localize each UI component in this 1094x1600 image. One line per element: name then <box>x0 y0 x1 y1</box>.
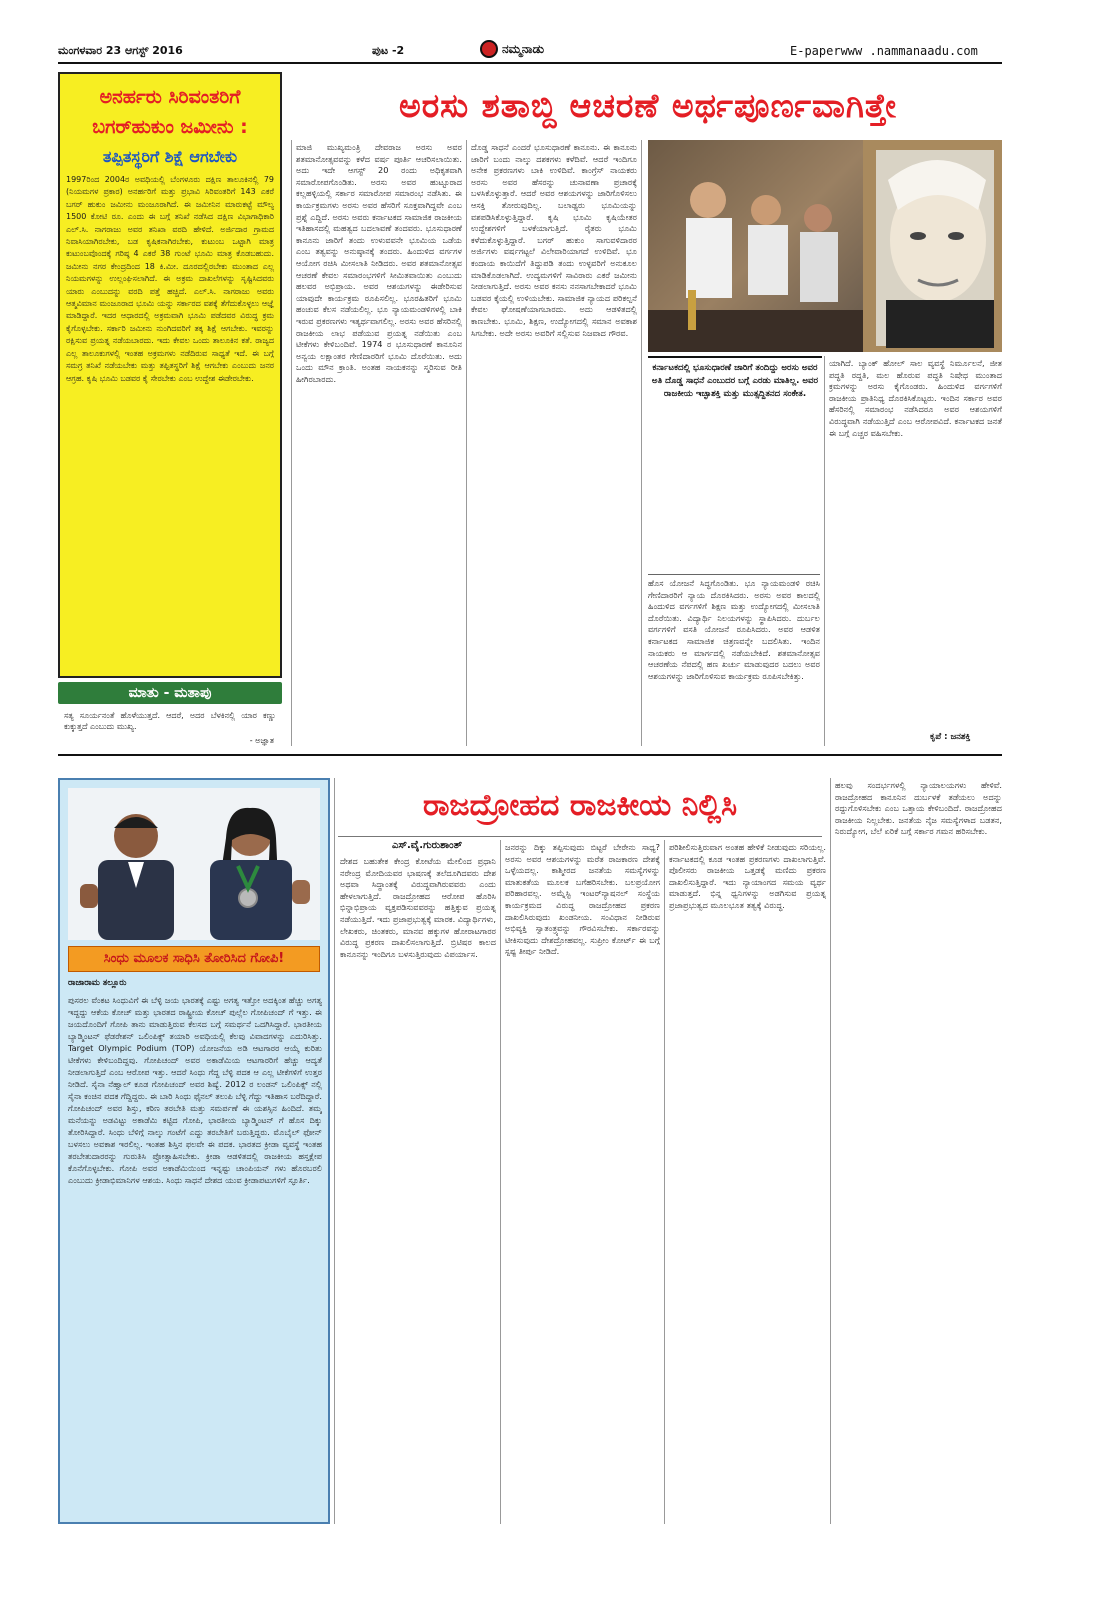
sidebar-body: 1997ರಿಂದ 2004ರ ಅವಧಿಯಲ್ಲಿ ಬೆಂಗಳೂರು ದಕ್ಷಿಣ ತಾಲೂಕಿನಲ್ಲಿ 79 (ನಿಯಮಗಳ ಪ್ರಕಾರ) ಅನರ್ಹರಿಗೆ ಮತ್ತು ಪ್ರಭಾವಿ ಸಿರಿವಂತರಿಗೆ 143 ಎಕರೆ ಬಗರ್ ಹುಕುಂ ಜಮೀನು ಮಂಜೂರಾಗಿದೆ. ಈ ಜಮೀನಿನ ಮಾರುಕಟ್ಟೆ ಮೌಲ್ಯ 1500 ಕೋಟಿ ರೂ. ಎಂದು ಈ ಬಗ್ಗೆ ತನಿಖೆ ನಡೆಸಿದ ದಕ್ಷಿಣ ವಿಭಾಗಾಧಿಕಾರಿ ಎಲ್.ಸಿ. ನಾಗರಾಜು ಅವರ ತನಿಖಾ ವರದಿ ಹೇಳಿದೆ. ಅರ್ಜಿದಾರ ಗ್ರಾಮದ ನಿವಾಸಿಯಾಗಿರಬೇಕು, ಬಡ ಕೃಷಿಕನಾಗಿರಬೇಕು, ಕುಟುಂಬ ಒಟ್ಟಾಗಿ ಮಾತ್ರ ಕುಟುಂಬವೊಂದಕ್ಕೆ ಗರಿಷ್ಠ 4 ಎಕರೆ 38 ಗುಂಟೆ ಭೂಮಿ ಮಾತ್ರ ಕೊಡಬಹುದು. ಜಮೀನು ನಗರ ಕೇಂದ್ರದಿಂದ 18 ಕಿ.ಮೀ. ದೂರದಲ್ಲಿರಬೇಕು ಮುಂತಾದ ಎಲ್ಲ ನಿಯಮಗಳನ್ನು ಉಲ್ಲಂಘಿಸಲಾಗಿದೆ. ಈ ಅಕ್ರಮ ದಾಖಲೆಗಳನ್ನು ಸೃಷ್ಟಿಸಿದವರು ಯಾರು ಎಂಬುದನ್ನು ವರದಿ ಪತ್ತೆ ಹಚ್ಚಿದೆ. ಎಲ್.ಸಿ. ನಾಗರಾಜು ಅವರು ಆತ್ಮವಿಮಾನ ಮಂಜೂರಾದ ಭೂಮಿ ಯನ್ನು ಸರ್ಕಾರದ ವಶಕ್ಕೆ ತೆಗೆದುಕೊಳ್ಳಲು ಆಜ್ಞೆ ಮಾಡಿದ್ದಾರೆ. ಇದರ ಆಧಾರದಲ್ಲಿ ಅಕ್ರಮವಾಗಿ ಭೂಮಿ ಪಡೆದವರ ವಿರುದ್ಧ ಕ್ರಮ ಕೈಗೊಳ್ಳಬೇಕು. ಸರ್ಕಾರಿ ಜಮೀನು ನುಂಗಿದವರಿಗೆ ತಕ್ಕ ಶಿಕ್ಷೆ ಆಗಬೇಕು. ಇವರನ್ನು ರಕ್ಷಿಸುವ ಪ್ರಯತ್ನ ನಡೆಯಬಾರದು. ಇದು ಕೇವಲ ಒಂದು ತಾಲೂಕಿನ ಕತೆ. ರಾಜ್ಯದ ಎಲ್ಲ ತಾಲೂಕುಗಳಲ್ಲಿ ಇಂತಹ ಅಕ್ರಮಗಳು ನಡೆದಿರುವ ಸಾಧ್ಯತೆ ಇದೆ. ಈ ಬಗ್ಗೆ ಸಮಗ್ರ ತನಿಖೆ ನಡೆಯಬೇಕು ಮತ್ತು ತಪ್ಪಿತಸ್ಥರಿಗೆ ಶಿಕ್ಷೆ ಆಗಬೇಕು ಎಂಬುದು ಜನರ ಆಗ್ರಹ. ಕೃಷಿ ಭೂಮಿ ಬಡವರ ಕೈ ಸೇರಬೇಕು ಎಂಬ ಉದ್ದೇಶ ಈಡೇರಬೇಕು. <box>66 175 274 383</box>
photo-caption-text: ಕರ್ನಾಟಕದಲ್ಲಿ ಭೂಸುಧಾರಣೆ ಜಾರಿಗೆ ತಂದಿದ್ದು ಅರಸು ಅವರ ಅತಿ ದೊಡ್ಡ ಸಾಧನೆ ಎಂಬುದರ ಬಗ್ಗೆ ಎರಡು ಮಾತಿಲ್ಲ. ಅವರ ರಾಜಕೀಯ ಇಚ್ಛಾಶಕ್ತಿ ಮತ್ತು ಮುತ್ಸದ್ದಿತನದ ಸಂಕೇತ. <box>651 363 819 399</box>
brand-logo-icon <box>480 40 498 58</box>
top-article-credit: ಕೃಪೆ : ಜನಶಕ್ತಿ <box>930 732 971 742</box>
gopichand-sindhu-photo <box>68 788 320 940</box>
brand-name: ನಮ್ಮನಾಡು <box>502 41 545 56</box>
column-divider <box>824 356 825 746</box>
quote-box-text: ಸತ್ಯ ಸೂರ್ಯನಂತೆ ಹೊಳೆಯುತ್ತದೆ. ಆದರೆ, ಅದರ ಬೆಳಕಿನಲ್ಲಿ ಯಾರ ಕಣ್ಣು ಕುಕ್ಕುತ್ತದೆ ಎಂಬುದು ಮುಖ್ಯ. <box>64 711 276 731</box>
bottom-article-col2: ಜನರನ್ನು ದಿಕ್ಕು ತಪ್ಪಿಸುವುದು ಬಿಟ್ಟರೆ ಬೇರೇನು ಸಾಧ್ಯ? ಅರಸು ಅವರ ಆಶಯಗಳನ್ನು ಮರೆತ ರಾಜಕಾರಣ ದೇಶಕ್ಕೆ ಒಳ್ಳೆಯದಲ್ಲ. ಕಾಶ್ಮೀರದ ಜನತೆಯ ಸಮಸ್ಯೆಗಳನ್ನು ಮಾತುಕತೆಯ ಮೂಲಕ ಬಗೆಹರಿಸಬೇಕು. ಬಲಪ್ರಯೋಗ ಪರಿಹಾರವಲ್ಲ. ಅಮ್ನೆಸ್ಟಿ ಇಂಟರ್‌ನ್ಯಾಷನಲ್ ಸಂಸ್ಥೆಯ ಕಾರ್ಯಕ್ರಮದ ವಿರುದ್ಧ ರಾಜದ್ರೋಹದ ಪ್ರಕರಣ ದಾಖಲಿಸಿರುವುದು ಖಂಡನೀಯ. ಸಂವಿಧಾನ ನೀಡಿರುವ ಅಭಿವ್ಯಕ್ತಿ ಸ್ವಾತಂತ್ರ್ಯವನ್ನು ಗೌರವಿಸಬೇಕು. ಸರ್ಕಾರವನ್ನು ಟೀಕಿಸುವುದು ದೇಶದ್ರೋಹವಲ್ಲ. ಸುಪ್ರೀಂ ಕೋರ್ಟ್ ಈ ಬಗ್ಗೆ ಸ್ಪಷ್ಟ ತೀರ್ಪು ನೀಡಿದೆ. <box>505 842 660 957</box>
bottom-article-headline: ರಾಜದ್ರೋಹದ ರಾಜಕೀಯ ನಿಲ್ಲಿಸಿ <box>422 788 738 823</box>
sports-byline: ರಾಜಾರಾಮ ತಲ್ಲೂರು <box>68 978 127 988</box>
top-article-col2-continued: ಹೊಸ ಯೋಜನೆ ಸಿದ್ಧಗೊಂಡಿತು. ಭೂ ನ್ಯಾಯಮಂಡಳಿ ರಚಿಸಿ ಗೇಣಿದಾರರಿಗೆ ನ್ಯಾಯ ದೊರಕಿಸಿದರು. ಅರಸು ಅವರ ಕಾಲದಲ್ಲಿ ಹಿಂದುಳಿದ ವರ್ಗಗಳಿಗೆ ಶಿಕ್ಷಣ ಮತ್ತು ಉದ್ಯೋಗದಲ್ಲಿ ಮೀಸಲಾತಿ ದೊರೆಯಿತು. ವಿದ್ಯಾರ್ಥಿ ನಿಲಯಗಳನ್ನು ಸ್ಥಾಪಿಸಿದರು. ದುರ್ಬಲ ವರ್ಗಗಳಿಗೆ ವಸತಿ ಯೋಜನೆ ರೂಪಿಸಿದರು. ಅವರ ಆಡಳಿತ ಕರ್ನಾಟಕದ ಸಾಮಾಜಿಕ ಚಿತ್ರಣವನ್ನೇ ಬದಲಿಸಿತು. ಇಂದಿನ ನಾಯಕರು ಆ ಮಾರ್ಗದಲ್ಲಿ ನಡೆಯಬೇಕಿದೆ. ಶತಮಾನೋತ್ಸವ ಆಚರಣೆಯ ನೆಪದಲ್ಲಿ ಹಣ ಖರ್ಚು ಮಾಡುವುದರ ಬದಲು ಅವರ ಆಶಯಗಳನ್ನು ಜಾರಿಗೊಳಿಸುವ ಕಾರ್ಯಕ್ರಮ ರೂಪಿಸಬೇಕಿತ್ತು. <box>648 578 820 681</box>
quote-box-attribution: - ಅಜ್ಞಾತ <box>249 736 274 745</box>
column-divider <box>664 840 665 1524</box>
sidebar-headline-2: ಬಗರ್‌ಹುಕುಂ ಜಮೀನು : <box>92 116 248 138</box>
sports-box <box>58 778 330 1524</box>
header-page-number: ಪುಟ -2 <box>372 44 405 57</box>
caption-divider <box>648 574 820 575</box>
photo-illustration <box>648 140 1002 352</box>
bottom-article-col3: ಪರಿಶೀಲಿಸುತ್ತಿರುವಾಗ ಅಂತಹ ಹೇಳಿಕೆ ನೀಡುವುದು ಸರಿಯಲ್ಲ. ಕರ್ನಾಟಕದಲ್ಲಿ ಕೂಡ ಇಂತಹ ಪ್ರಕರಣಗಳು ದಾಖಲಾಗುತ್ತಿವೆ. ಪೊಲೀಸರು ರಾಜಕೀಯ ಒತ್ತಡಕ್ಕೆ ಮಣಿದು ಪ್ರಕರಣ ದಾಖಲಿಸುತ್ತಿದ್ದಾರೆ. ಇದು ನ್ಯಾಯಾಂಗದ ಸಮಯ ವ್ಯರ್ಥ ಮಾಡುತ್ತದೆ. ಭಿನ್ನ ಧ್ವನಿಗಳನ್ನು ಅಡಗಿಸುವ ಪ್ರಯತ್ನ ಪ್ರಜಾಪ್ರಭುತ್ವದ ಮೂಲಭೂತ ತತ್ವಕ್ಕೆ ವಿರುದ್ಧ. <box>669 842 826 910</box>
column-divider <box>641 140 642 746</box>
top-article-col3: ಯಾಗಿದೆ. ಬ್ಯಾಂಕ್ ಹೋಲ್ ಸಾಲ ವ್ಯವಸ್ಥೆ ನಿರ್ಮೂಲನೆ, ಜೀತ ಪದ್ಧತಿ ರದ್ದತಿ, ಮಲ ಹೊರುವ ಪದ್ಧತಿ ನಿಷೇಧ ಮುಂತಾದ ಕ್ರಮಗಳನ್ನು ಅರಸು ಕೈಗೊಂಡರು. ಹಿಂದುಳಿದ ವರ್ಗಗಳಿಗೆ ರಾಜಕೀಯ ಪ್ರಾತಿನಿಧ್ಯ ದೊರಕಿಸಿಕೊಟ್ಟರು. ಇಂದಿನ ಸರ್ಕಾರ ಅವರ ಹೆಸರಿನಲ್ಲಿ ಸಮಾರಂಭ ನಡೆಸಿದರೂ ಅವರ ಆಶಯಗಳಿಗೆ ವಿರುದ್ಧವಾಗಿ ನಡೆಯುತ್ತಿದೆ ಎಂಬ ಆರೋಪವಿದೆ. ಕರ್ನಾಟಕದ ಜನತೆ ಈ ಬಗ್ಗೆ ಎಚ್ಚರ ವಹಿಸಬೇಕು. <box>829 358 1002 438</box>
header-brand <box>480 40 544 58</box>
column-divider <box>334 778 335 1524</box>
sidebar-headline-3: ತಪ್ಪಿತಸ್ಥರಿಗೆ ಶಿಕ್ಷೆ ಆಗಬೇಕು <box>102 147 238 166</box>
quote-box-title: ಮಾತು - ಮತಾಪು <box>58 682 282 704</box>
sidebar-headline-1: ಅನರ್ಹರು ಸಿರಿವಂತರಿಗೆ <box>99 86 241 108</box>
sports-body: ಪುಸರಲ ವೆಂಕಟ ಸಿಂಧುವಿಗೆ ಈ ಬೆಳ್ಳಿ ಜಯ ಭಾರತಕ್ಕೆ ಎಷ್ಟು ಅಗತ್ಯ ಇತ್ತೋ ಅದಕ್ಕಿಂತ ಹೆಚ್ಚು ಅಗತ್ಯ ಇದ್ದದ್ದು ಆಕೆಯ ಕೋಚ್ ಮತ್ತು ಭಾರತದ ರಾಷ್ಟ್ರೀಯ ಕೋಚ್ ಪುಲ್ಲೆಲ ಗೋಪಿಚಂದ್ ಗೆ ಇತ್ತು. ಈ ಜಯದೊಂದಿಗೆ ಗೋಪಿ ತಾನು ಮಾಡುತ್ತಿರುವ ಕೆಲಸದ ಬಗ್ಗೆ ಸಮರ್ಥನೆ ಒದಗಿಸಿದ್ದಾರೆ. ಭಾರತೀಯ ಬ್ಯಾಡ್ಮಿಂಟನ್ ಫೆಡರೇಶನ್ ಒಲಿಂಪಿಕ್ಸ್ ತಯಾರಿ ಅವಧಿಯಲ್ಲಿ ಕೆಲವು ವಿವಾದಗಳನ್ನು ಎದುರಿಸಿತ್ತು. Target Olympic Podium (TOP) ಯೋಜನೆಯ ಅಡಿ ಆಟಗಾರರ ಆಯ್ಕೆ ಕುರಿತು ಟೀಕೆಗಳು ಕೇಳಿಬಂದಿದ್ದವು. ಗೋಪಿಚಂದ್ ಅವರ ಅಕಾಡೆಮಿಯ ಆಟಗಾರರಿಗೆ ಹೆಚ್ಚು ಆದ್ಯತೆ ನೀಡಲಾಗುತ್ತಿದೆ ಎಂಬ ಆರೋಪ ಇತ್ತು. ಆದರೆ ಸಿಂಧು ಗೆದ್ದ ಬೆಳ್ಳಿ ಪದಕ ಆ ಎಲ್ಲ ಟೀಕೆಗಳಿಗೆ ಉತ್ತರ ನೀಡಿದೆ. ಸೈನಾ ನೆಹ್ವಾಲ್ ಕೂಡ ಗೋಪಿಚಂದ್ ಅವರ ಶಿಷ್ಯೆ. 2012 ರ ಲಂಡನ್ ಒಲಿಂಪಿಕ್ಸ್ ನಲ್ಲಿ ಸೈನಾ ಕಂಚಿನ ಪದಕ ಗೆದ್ದಿದ್ದರು. ಈ ಬಾರಿ ಸಿಂಧು ಫೈನಲ್ ತಲುಪಿ ಬೆಳ್ಳಿ ಗೆದ್ದು ಇತಿಹಾಸ ಬರೆದಿದ್ದಾರೆ. ಗೋಪಿಚಂದ್ ಅವರ ಶಿಸ್ತು, ಕಠಿಣ ತರಬೇತಿ ಮತ್ತು ಸಮರ್ಪಣೆ ಈ ಯಶಸ್ಸಿನ ಹಿಂದಿದೆ. ತಮ್ಮ ಮನೆಯನ್ನು ಅಡವಿಟ್ಟು ಅಕಾಡೆಮಿ ಕಟ್ಟಿದ ಗೋಪಿ, ಭಾರತೀಯ ಬ್ಯಾಡ್ಮಿಂಟನ್ ಗೆ ಹೊಸ ದಿಕ್ಕು ತೋರಿಸಿದ್ದಾರೆ. ಸಿಂಧು ಬೆಳಿಗ್ಗೆ ನಾಲ್ಕು ಗಂಟೆಗೆ ಎದ್ದು ತರಬೇತಿಗೆ ಬರುತ್ತಿದ್ದರು. ಮೊಬೈಲ್ ಫೋನ್ ಬಳಸಲು ಅವಕಾಶ ಇರಲಿಲ್ಲ. ಇಂತಹ ಶಿಸ್ತಿನ ಫಲವೇ ಈ ಪದಕ. ಭಾರತದ ಕ್ರೀಡಾ ವ್ಯವಸ್ಥೆ ಇಂತಹ ತರಬೇತುದಾರರನ್ನು ಗುರುತಿಸಿ ಪ್ರೋತ್ಸಾಹಿಸಬೇಕು. ಕ್ರೀಡಾ ಆಡಳಿತದಲ್ಲಿ ರಾಜಕೀಯ ಹಸ್ತಕ್ಷೇಪ ಕೊನೆಗೊಳ್ಳಬೇಕು. ಗೋಪಿ ಅವರ ಅಕಾಡೆಮಿಯಿಂದ ಇನ್ನಷ್ಟು ಚಾಂಪಿಯನ್ ಗಳು ಹೊರಬರಲಿ ಎಂಬುದು ಕ್ರೀಡಾಭಿಮಾನಿಗಳ ಆಶಯ. ಸಿಂಧು ಸಾಧನೆ ದೇಶದ ಯುವ ಕ್ರೀಡಾಪಟುಗಳಿಗೆ ಸ್ಫೂರ್ತಿ. <box>68 995 322 1185</box>
bottom-article-byline: ಎಸ್.ವೈ.ಗುರುಶಾಂತ್ <box>392 840 463 851</box>
column-divider <box>291 140 292 746</box>
arasu-tribute-photo <box>648 140 1002 352</box>
top-article-headline: ಅರಸು ಶತಾಬ್ದಿ ಆಚರಣೆ ಅರ್ಥಪೂರ್ಣವಾಗಿತ್ತೇ <box>398 86 898 125</box>
column-divider <box>830 778 831 1524</box>
bottom-article-col1: ದೇಶದ ಬಹುತೇಕ ಕೇಂದ್ರ ಕೋಟೆಯ ಮೇಲಿಂದ ಪ್ರಧಾನಿ ನರೇಂದ್ರ ಮೋದಿಯವರ ಭಾಷಣಕ್ಕೆ ತಲೆದೂಗಿದವರು ದೇಶ ಅಥವಾ ಸಿದ್ಧಾಂತಕ್ಕೆ ವಿರುದ್ಧವಾಗಿರುವವರು ಎಂದು ಹೇಳಲಾಗುತ್ತಿದೆ. ರಾಜದ್ರೋಹದ ಆರೋಪ ಹೊರಿಸಿ ಭಿನ್ನಾಭಿಪ್ರಾಯ ವ್ಯಕ್ತಪಡಿಸುವವರನ್ನು ಹತ್ತಿಕ್ಕುವ ಪ್ರಯತ್ನ ನಡೆಯುತ್ತಿದೆ. ಇದು ಪ್ರಜಾಪ್ರಭುತ್ವಕ್ಕೆ ಮಾರಕ. ವಿದ್ಯಾರ್ಥಿಗಳು, ಲೇಖಕರು, ಚಿಂತಕರು, ಮಾನವ ಹಕ್ಕುಗಳ ಹೋರಾಟಗಾರರ ವಿರುದ್ಧ ಪ್ರಕರಣ ದಾಖಲಿಸಲಾಗುತ್ತಿದೆ. ಬ್ರಿಟಿಷರ ಕಾಲದ ಕಾನೂನನ್ನು ಇಂದಿಗೂ ಬಳಸುತ್ತಿರುವುದು ವಿಪರ್ಯಾಸ. <box>340 856 496 959</box>
headline-underline <box>338 836 822 837</box>
header-website[interactable]: E-paperwww .nammanaadu.com <box>790 44 978 58</box>
top-article-col2: ದೊಡ್ಡ ಸಾಧನೆ ಎಂದರೆ ಭೂಸುಧಾರಣೆ ಕಾನೂನು. ಈ ಕಾನೂನು ಜಾರಿಗೆ ಬಂದು ನಾಲ್ಕು ದಶಕಗಳು ಕಳೆದಿವೆ. ಆದರೆ ಇಂದಿಗೂ ಅನೇಕ ಪ್ರಕರಣಗಳು ಬಾಕಿ ಉಳಿದಿವೆ. ಕಾಂಗ್ರೆಸ್ ನಾಯಕರು ಅರಸು ಅವರ ಹೆಸರನ್ನು ಚುನಾವಣಾ ಪ್ರಚಾರಕ್ಕೆ ಬಳಸಿಕೊಳ್ಳುತ್ತಾರೆ. ಆದರೆ ಅವರ ಆಶಯಗಳನ್ನು ಜಾರಿಗೊಳಿಸಲು ಆಸಕ್ತಿ ತೋರುವುದಿಲ್ಲ. ಬಲಾಢ್ಯರು ಭೂಮಿಯನ್ನು ವಶಪಡಿಸಿಕೊಳ್ಳುತ್ತಿದ್ದಾರೆ. ಕೃಷಿ ಭೂಮಿ ಕೃಷಿಯೇತರ ಉದ್ದೇಶಗಳಿಗೆ ಬಳಕೆಯಾಗುತ್ತಿದೆ. ರೈತರು ಭೂಮಿ ಕಳೆದುಕೊಳ್ಳುತ್ತಿದ್ದಾರೆ. ಬಗರ್ ಹುಕುಂ ಸಾಗುವಳಿದಾರರ ಅರ್ಜಿಗಳು ವರ್ಷಗಟ್ಟಲೆ ವಿಲೇವಾರಿಯಾಗದೆ ಉಳಿದಿವೆ. ಭೂ ಕಂದಾಯ ಕಾಯಿದೆಗೆ ತಿದ್ದುಪಡಿ ತಂದು ಉಳ್ಳವರಿಗೆ ಅನುಕೂಲ ಮಾಡಿಕೊಡಲಾಗಿದೆ. ಉದ್ಯಮಗಳಿಗೆ ಸಾವಿರಾರು ಎಕರೆ ಜಮೀನು ನೀಡಲಾಗುತ್ತಿದೆ. ಅರಸು ಅವರ ಕನಸು ನನಸಾಗಬೇಕಾದರೆ ಭೂಮಿ ಬಡವರ ಕೈಯಲ್ಲಿ ಉಳಿಯಬೇಕು. ಸಾಮಾಜಿಕ ನ್ಯಾಯದ ಪರಿಕಲ್ಪನೆ ಕೇವಲ ಘೋಷಣೆಯಾಗಬಾರದು. ಅದು ಆಡಳಿತದಲ್ಲಿ ಕಾಣಬೇಕು. ಭೂಮಿ, ಶಿಕ್ಷಣ, ಉದ್ಯೋಗದಲ್ಲಿ ಸಮಾನ ಅವಕಾಶ ಸಿಗಬೇಕು. ಅದೇ ಅರಸು ಅವರಿಗೆ ಸಲ್ಲಿಸುವ ನಿಜವಾದ ಗೌರವ. <box>471 142 637 338</box>
sidebar-box <box>58 72 282 678</box>
bottom-article-col4: ಹಲವು ಸಂದರ್ಭಗಳಲ್ಲಿ ನ್ಯಾಯಾಲಯಗಳು ಹೇಳಿವೆ. ರಾಜದ್ರೋಹದ ಕಾನೂನಿನ ದುರ್ಬಳಕೆ ತಡೆಯಲು ಅದನ್ನು ರದ್ದುಗೊಳಿಸಬೇಕು ಎಂಬ ಒತ್ತಾಯ ಕೇಳಿಬಂದಿದೆ. ರಾಜದ್ರೋಹದ ರಾಜಕೀಯ ನಿಲ್ಲಬೇಕು. ಜನತೆಯ ನೈಜ ಸಮಸ್ಯೆಗಳಾದ ಬಡತನ, ನಿರುದ್ಯೋಗ, ಬೆಲೆ ಏರಿಕೆ ಬಗ್ಗೆ ಸರ್ಕಾರ ಗಮನ ಹರಿಸಬೇಕು. <box>835 780 1002 837</box>
header-rule <box>58 62 1002 64</box>
column-divider <box>466 140 467 746</box>
top-article-col1: ಮಾಜಿ ಮುಖ್ಯಮಂತ್ರಿ ದೇವರಾಜ ಅರಸು ಅವರ ಶತಮಾನೋತ್ಸವವನ್ನು ಕಳೆದ ವರ್ಷ ಪೂರ್ತಿ ಆಚರಿಸಲಾಯಿತು. ಅದು ಇದೇ ಆಗಸ್ಟ್ 20 ರಂದು ಅಧಿಕೃತವಾಗಿ ಸಮಾರೋಪಗೊಂಡಿತು. ಅರಸು ಅವರ ಹುಟ್ಟೂರಾದ ಕಲ್ಲಹಳ್ಳಿಯಲ್ಲಿ ಸರ್ಕಾರ ಸಮಾರೋಪ ಸಮಾರಂಭ ನಡೆಸಿತು. ಈ ಕಾರ್ಯಕ್ರಮಗಳು ಅರಸು ಅವರ ಹೆಸರಿಗೆ ಸೂಕ್ತವಾಗಿದ್ದವೇ ಎಂಬ ಪ್ರಶ್ನೆ ಎದ್ದಿದೆ. ಅರಸು ಅವರು ಕರ್ನಾಟಕದ ಸಾಮಾಜಿಕ ರಾಜಕೀಯ ಇತಿಹಾಸದಲ್ಲಿ ಮಹತ್ವದ ಬದಲಾವಣೆ ತಂದವರು. ಭೂಸುಧಾರಣೆ ಕಾನೂನು ಜಾರಿಗೆ ತಂದು ಉಳುವವನೇ ಭೂಮಿಯ ಒಡೆಯ ಎಂಬ ತತ್ವವನ್ನು ಅನುಷ್ಠಾನಕ್ಕೆ ತಂದರು. ಹಿಂದುಳಿದ ವರ್ಗಗಳ ಆಯೋಗ ರಚಿಸಿ ಮೀಸಲಾತಿ ನೀಡಿದರು. ಅವರ ಶತಮಾನೋತ್ಸವ ಆಚರಣೆ ಕೇವಲ ಸಮಾರಂಭಗಳಿಗೆ ಸೀಮಿತವಾಯಿತು ಎಂಬುದು ಹಲವರ ಅಭಿಪ್ರಾಯ. ಅವರ ಆಶಯಗಳನ್ನು ಈಡೇರಿಸುವ ಯಾವುದೇ ಕಾರ್ಯಕ್ರಮ ರೂಪಿಸಲಿಲ್ಲ. ಭೂರಹಿತರಿಗೆ ಭೂಮಿ ಹಂಚುವ ಕೆಲಸ ನಡೆಯಲಿಲ್ಲ. ಭೂ ನ್ಯಾಯಮಂಡಳಿಗಳಲ್ಲಿ ಬಾಕಿ ಇರುವ ಪ್ರಕರಣಗಳು ಇತ್ಯರ್ಥವಾಗಲಿಲ್ಲ. ಅರಸು ಅವರ ಹೆಸರಿನಲ್ಲಿ ರಾಜಕೀಯ ಲಾಭ ಪಡೆಯುವ ಪ್ರಯತ್ನ ನಡೆಯಿತು ಎಂಬ ಟೀಕೆಗಳು ಕೇಳಿಬಂದಿವೆ. 1974 ರ ಭೂಸುಧಾರಣೆ ಕಾನೂನಿನ ಅನ್ವಯ ಲಕ್ಷಾಂತರ ಗೇಣಿದಾರರಿಗೆ ಭೂಮಿ ದೊರೆಯಿತು. ಅದು ಒಂದು ಮೌನ ಕ್ರಾಂತಿ. ಅಂತಹ ನಾಯಕನನ್ನು ಸ್ಮರಿಸುವ ರೀತಿ ಹೀಗಿರಬಾರದು. <box>296 142 462 384</box>
sports-banner: ಸಿಂಧು ಮೂಲಕ ಸಾಧಿಸಿ ತೋರಿಸಿದ ಗೋಪಿ! <box>68 946 320 972</box>
header-date: ಮಂಗಳವಾರ 23 ಆಗಸ್ಟ್ 2016 <box>58 44 183 57</box>
column-divider <box>500 840 501 1524</box>
quote-box <box>58 682 282 746</box>
athletes-illustration <box>68 788 320 940</box>
photo-caption <box>648 356 822 574</box>
section-divider <box>58 754 1002 756</box>
